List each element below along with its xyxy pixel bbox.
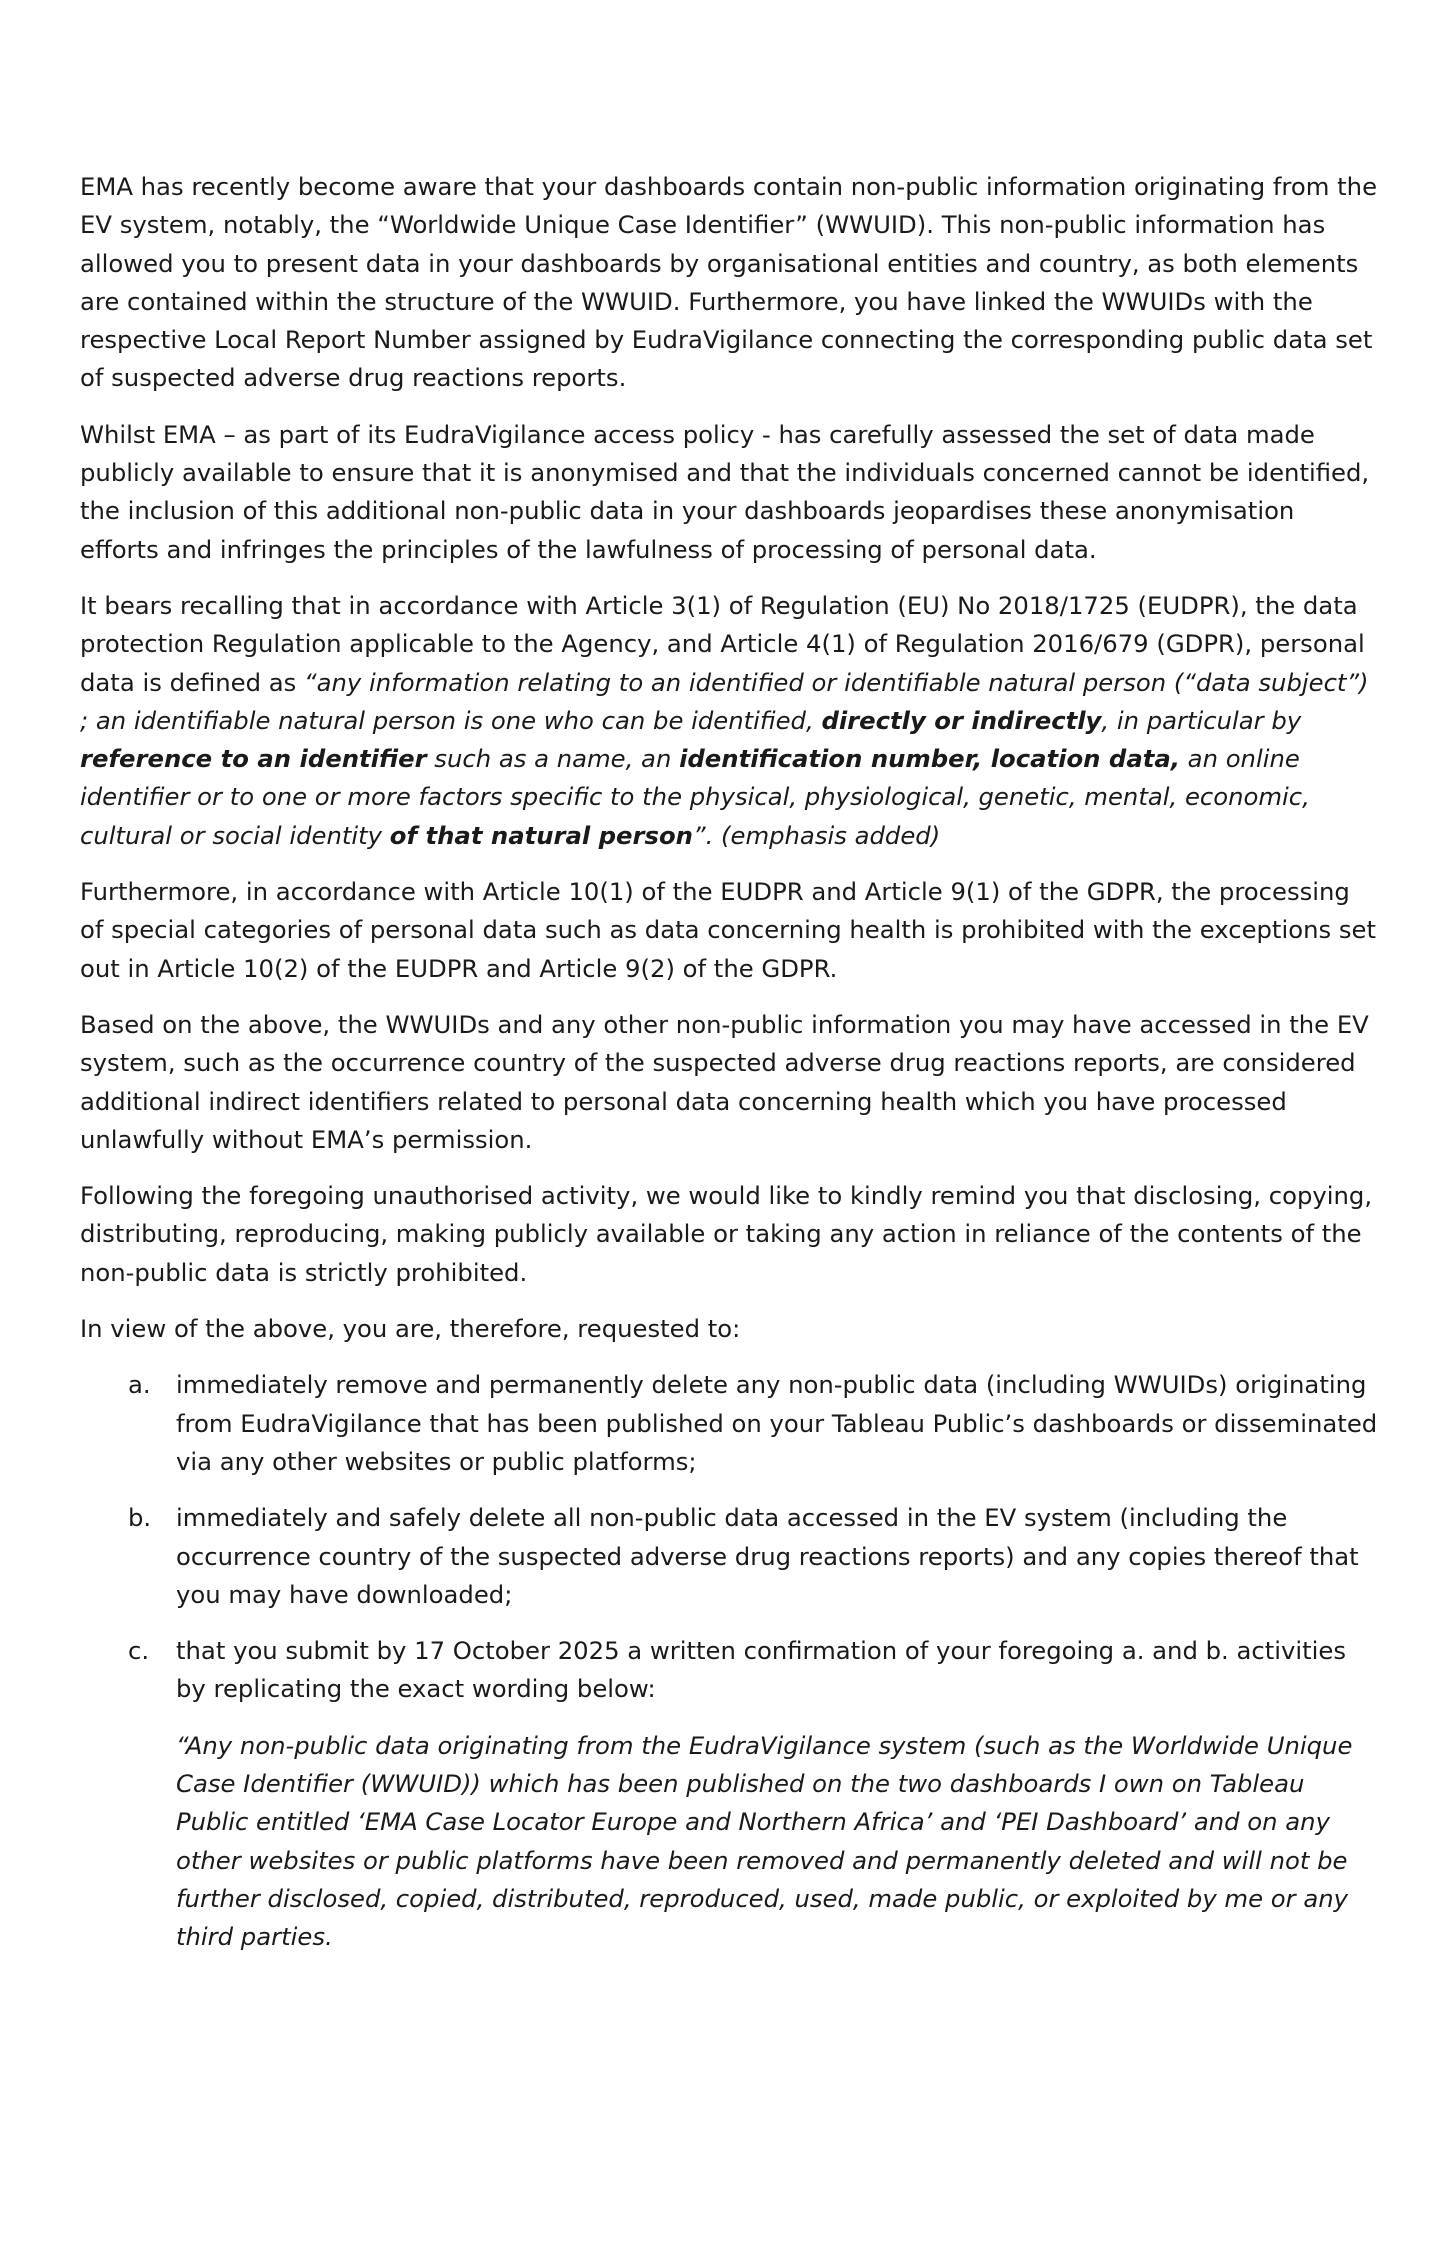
definition-quote-part-1: “any information relating to an identified or identifiable natural person (“data subject”) ; an identifiable natural person is one who can be identified, (80, 667, 1369, 735)
definition-quote-part-2: , in particular by (1101, 705, 1302, 735)
list-item-text: that you submit by 17 October 2025 a written confirmation of your foregoing a. and b. activities by replicating the exact wording below: (176, 1636, 1346, 1704)
list-item (80, 1632, 1380, 1709)
definition-emphasis-directly: directly or indirectly (821, 705, 1102, 735)
list-marker: a. (128, 1370, 151, 1400)
list-marker: c. (128, 1636, 150, 1666)
request-list (80, 1366, 1380, 1708)
definition-emphasis-natural-person: of that natural person (389, 820, 693, 850)
confirmation-wording-quote: “Any non-public data originating from the EudraVigilance system (such as the Worldwide Unique Case Identifier (WWUID)) which has been published on the two dashboards I own on Tableau Public entitled ‘EMA Case Locator Europe and Northern Africa’ and ‘PEI Dashboard’ and on any other websites or public platforms have been removed and permanently deleted and will not be further disclosed, copied, distributed, reproduced, used, made public, or exploited by me or any third parties. (176, 1730, 1353, 1952)
list-item (80, 1499, 1380, 1614)
list-item-text: immediately and safely delete all non-public data accessed in the EV system (including the occurrence country of the suspected adverse drug reactions reports) and any copies thereof that you may have downloaded; (176, 1503, 1359, 1609)
definition-quote-end: ”. (emphasis added) (692, 820, 941, 850)
definition-quote-part-4: an online identifier or to one or more factors specific to the physical, physiological, genetic, mental, economic, cultural or social identity (80, 744, 1310, 850)
list-item-text: immediately remove and permanently delete any non-public data (including WWUIDs) originating from EudraVigilance that has been published on your Tableau Public’s dashboards or disseminated via any other websites or public platforms; (176, 1370, 1378, 1476)
definition-emphasis-id-number: identification number, location data, (679, 744, 1180, 774)
list-marker: b. (128, 1503, 152, 1533)
paragraph-access-policy: Whilst EMA – as part of its EudraVigilance access policy - has carefully assessed the set of data made publicly available to ensure that it is anonymised and that the individuals concerned cannot be identified, the inclusion of this additional non-public data in your dashboards jeopardises these anonymisation efforts and infringes the principles of the lawfulness of processing of personal data. (80, 419, 1370, 564)
paragraph-prohibition-reminder: Following the foregoing unauthorised activity, we would like to kindly remind you that disclosing, copying, distributing, reproducing, making publicly available or taking any action in reliance of the contents of the non-public data is strictly prohibited. (80, 1181, 1373, 1287)
letter-body (80, 168, 1380, 1956)
paragraph-special-categories: Furthermore, in accordance with Article 10(1) of the EUDPR and Article 9(1) of the GDPR, the processing of special categories of personal data such as data concerning health is prohibited with the exceptions set out in Article 10(2) of the EUDPR and Article 9(2) of the GDPR. (80, 877, 1376, 983)
paragraph-requests-intro: In view of the above, you are, therefore, requested to: (80, 1314, 741, 1344)
paragraph-indirect-identifiers: Based on the above, the WWUIDs and any other non-public information you may have accessed in the EV system, such as the occurrence country of the suspected adverse drug reactions reports, are considered additional indirect identifiers related to personal data concerning health which you have processed unlawfully without EMA’s permission. (80, 1009, 1369, 1154)
paragraph-wwuid-awareness: EMA has recently become aware that your dashboards contain non-public information originating from the EV system, notably, the “Worldwide Unique Case Identifier” (WWUID). This non-public information has allowed you to present data in your dashboards by organisational entities and country, as both elements are contained within the structure of the WWUID. Furthermore, you have linked the WWUIDs with the respective Local Report Number assigned by EudraVigilance connecting the corresponding public data set of suspected adverse drug reactions reports. (80, 172, 1378, 393)
list-item (80, 1366, 1380, 1481)
definition-emphasis-identifier: reference to an identifier (80, 744, 427, 774)
paragraph-personal-data-definition (80, 587, 1380, 855)
definition-intro: It bears recalling that in accordance with Article 3(1) of Regulation (EU) No 2018/1725 (EUDPR), the data protection Regulation applicable to the Agency, and Article 4(1) of Regulation 2016/679 (GDPR), personal data is defined as (80, 590, 1365, 697)
definition-quote-part-3: such as a name, an (426, 744, 680, 774)
